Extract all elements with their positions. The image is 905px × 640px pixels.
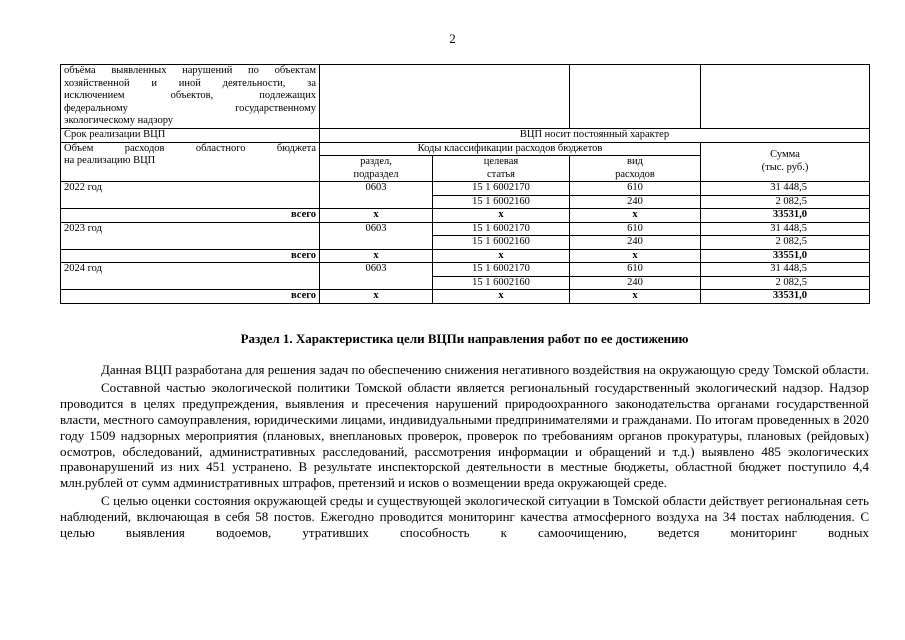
sum-header-line1: Сумма (770, 149, 800, 161)
total-x: x (570, 209, 701, 223)
sum-header-line2: (тыс. руб.) (761, 161, 809, 173)
total-x: x (320, 209, 433, 223)
target-code: 15 1 6002160 (433, 276, 570, 290)
target-header-line1: целевая (483, 156, 519, 167)
total-sum: 33551,0 (701, 249, 870, 263)
type-header-line1: вид (627, 156, 643, 167)
paragraph: С целью оценки состояния окружающей среды и существующей экологической ситуации в Томской области действует региональная сеть наблюдений, включающая в себя 58 постов. Ежегодно проводится мониторинг качества атмосферного воздуха на 34 постах наблюдения. С целью выявления водоемов, утративших способность к самоочищению, ведется мониторинг водных (60, 493, 869, 541)
term-label: Срок реализации ВЦП (61, 129, 320, 143)
violations-line: хозяйственной и иной деятельности, за (64, 77, 316, 89)
empty-cell (570, 65, 701, 129)
table-row-total (61, 249, 870, 263)
total-sum: 33531,0 (701, 209, 870, 223)
sum-value: 2 082,5 (701, 276, 870, 290)
total-label: всего (61, 249, 320, 263)
table-row (61, 182, 870, 196)
year-label: 2022 год (61, 182, 320, 209)
total-x: x (433, 290, 570, 304)
total-label: всего (61, 209, 320, 223)
section-code: 0603 (320, 222, 433, 249)
violations-line: исключением объектов, подлежащих (64, 90, 316, 101)
section-header-line2: подраздел (353, 168, 399, 180)
violations-cell (61, 65, 320, 129)
body-text (60, 362, 869, 543)
table-row-codes-header (61, 142, 870, 156)
year-label: 2023 год (61, 222, 320, 249)
total-x: x (433, 209, 570, 223)
violations-line: объёма выявленных нарушений по объектам (64, 65, 316, 76)
volume-label-line1: Объем расходов областного бюджета (64, 142, 316, 154)
table-row-total (61, 290, 870, 304)
type-code: 610 (570, 222, 701, 236)
type-code: 240 (570, 276, 701, 290)
sum-value: 31 448,5 (701, 222, 870, 236)
section-code: 0603 (320, 182, 433, 209)
type-code: 610 (570, 263, 701, 277)
target-header-line2: статья (487, 168, 515, 180)
codes-header: Коды классификации расходов бюджетов (320, 142, 701, 156)
total-x: x (320, 249, 433, 263)
total-x: x (570, 249, 701, 263)
term-value: ВЦП носит постоянный характер (320, 129, 870, 143)
section-title: Раздел 1. Характеристика цели ВЦПи направления работ по ее достижению (240, 331, 689, 346)
year-label: 2024 год (61, 263, 320, 290)
budget-table (60, 64, 870, 304)
volume-label-cell (61, 142, 320, 182)
type-code: 610 (570, 182, 701, 196)
violations-line: федеральному государственному (64, 102, 316, 114)
target-code: 15 1 6002170 (433, 222, 570, 236)
sum-header (701, 142, 870, 182)
total-x: x (320, 290, 433, 304)
page-number: 2 (449, 31, 456, 46)
section-header (320, 156, 433, 182)
target-code: 15 1 6002160 (433, 195, 570, 209)
total-sum: 33531,0 (701, 290, 870, 304)
empty-cell (701, 65, 870, 129)
sum-value: 2 082,5 (701, 195, 870, 209)
total-x: x (570, 290, 701, 304)
volume-label-line2: на реализацию ВЦП (64, 155, 156, 166)
table-row-term (61, 129, 870, 143)
paragraph: Данная ВЦП разработана для решения задач по обеспечению снижения негативного воздействия на окружающую среду Томской области. (101, 362, 869, 377)
target-code: 15 1 6002170 (433, 263, 570, 277)
table-row (61, 222, 870, 236)
total-label: всего (61, 290, 320, 304)
section-header-line1: раздел, (360, 156, 392, 167)
table-row (61, 263, 870, 277)
total-x: x (433, 249, 570, 263)
section-code: 0603 (320, 263, 433, 290)
type-header (570, 156, 701, 182)
table-row-violations (61, 65, 870, 129)
type-header-line2: расходов (615, 168, 655, 180)
empty-cell (320, 65, 570, 129)
sum-value: 31 448,5 (701, 182, 870, 196)
type-code: 240 (570, 236, 701, 250)
table-row-total (61, 209, 870, 223)
type-code: 240 (570, 195, 701, 209)
target-code: 15 1 6002170 (433, 182, 570, 196)
target-code: 15 1 6002160 (433, 236, 570, 250)
sum-value: 31 448,5 (701, 263, 870, 277)
violations-line: экологическому надзору (64, 115, 174, 126)
target-header (433, 156, 570, 182)
sum-value: 2 082,5 (701, 236, 870, 250)
paragraph: Составной частью экологической политики Томской области является региональный государственный экологический надзор. Надзор проводится в целях предупреждения, выявления и пресечения нарушений природоохранного законодательства органами государственной власти, местного самоуправления, юридическими лицами, индивидуальными предпринимателями и гражданами. По итогам проведенных в 2020 году 1509 надзорных мероприятия (плановых, внеплановых проверок, проверок по требованиям органов прокуратуры, плановых (рейдовых) осмотров, обследований, административных расследований, рассмотрения информации и обращений и т.д.) выявлено 485 экологических правонарушений из них 451 устранено. В результате инспекторской деятельности в местные бюджеты, областной бюджет поступило 4,4 млн.рублей от сумм административных штрафов, претензий и исков о возмещении вреда окружающей среде. (60, 379, 869, 491)
